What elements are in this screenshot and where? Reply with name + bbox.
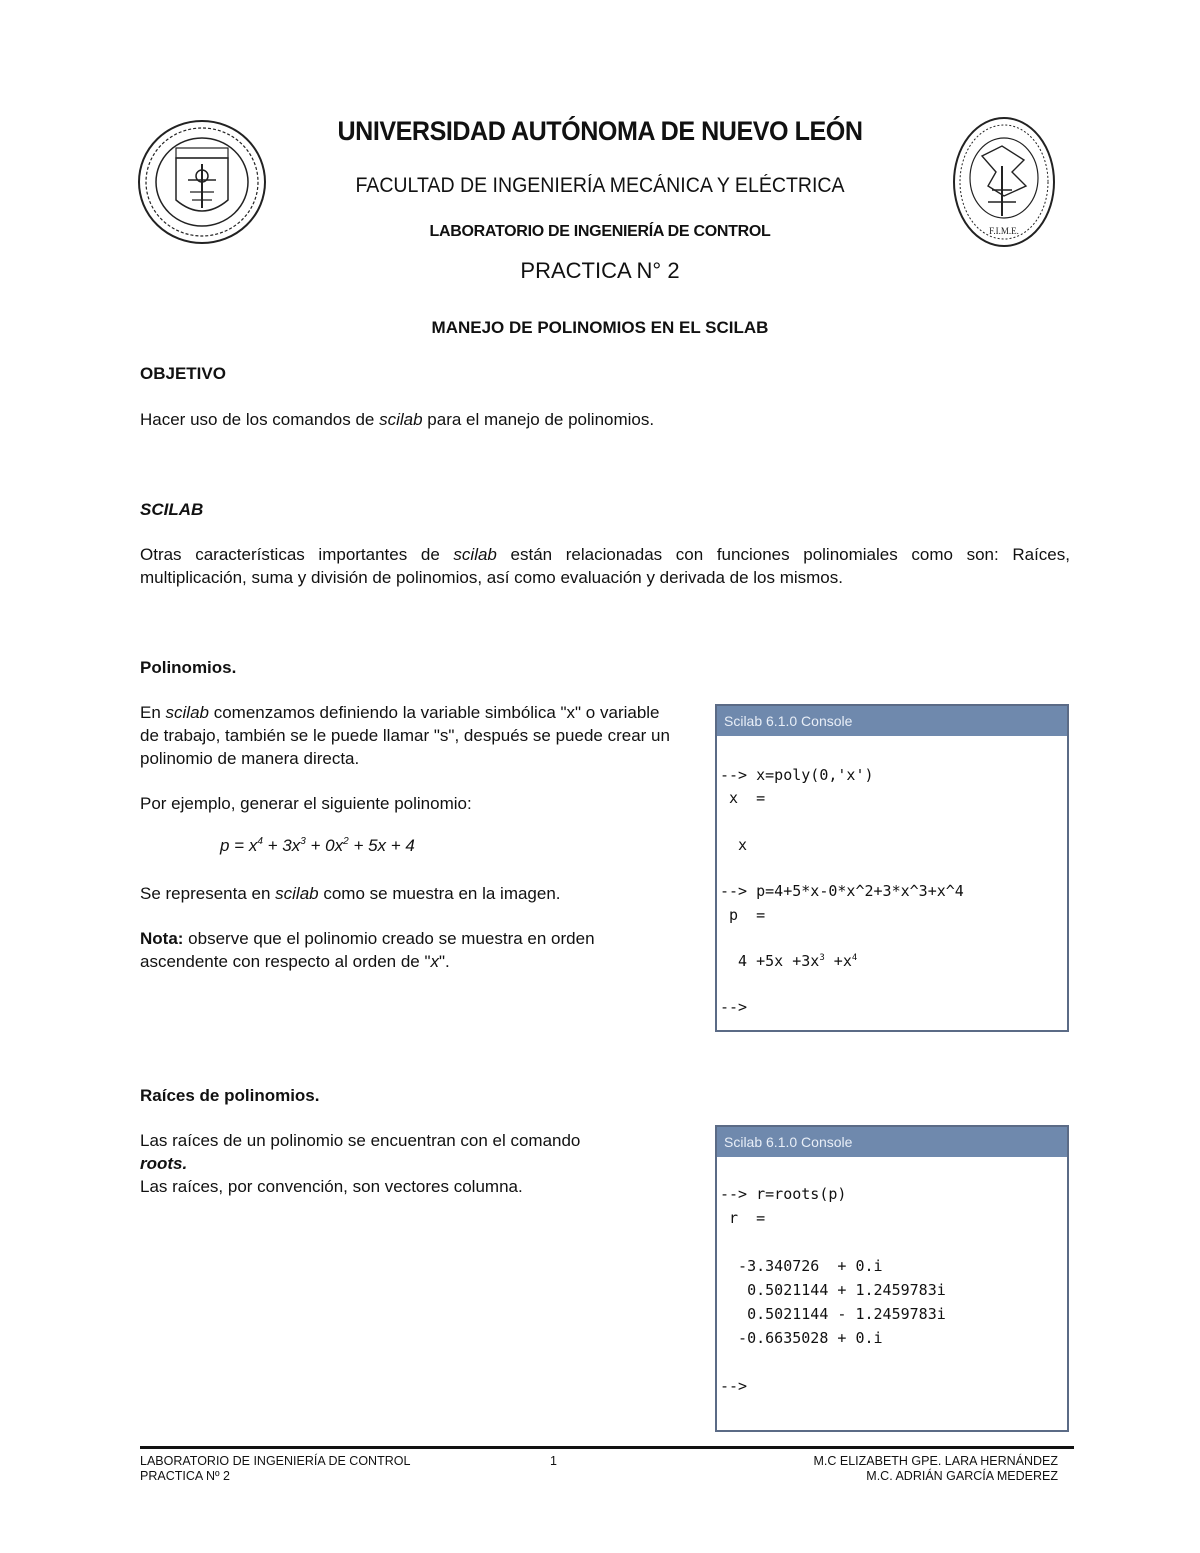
console-line: --> r=roots(p) bbox=[720, 1185, 847, 1203]
scilab-heading: SCILAB bbox=[140, 500, 204, 519]
console-title-bar: Scilab 6.1.0 Console bbox=[717, 1127, 1067, 1157]
console-line: -0.6635028 + 0.i bbox=[720, 1329, 883, 1347]
polinomios-heading: Polinomios. bbox=[140, 658, 237, 677]
nota-paragraph: Nota: observe que el polinomio creado se muestra en orden ascendente con respecto al orden de "x". bbox=[140, 929, 595, 971]
console-line: --> x=poly(0,'x') bbox=[720, 766, 874, 784]
roots-command: roots. bbox=[140, 1154, 188, 1173]
raices-paragraph-1: Las raíces de un polinomio se encuentran con el comando bbox=[140, 1131, 581, 1150]
console-prompt: --> bbox=[720, 1377, 748, 1395]
fime-seal-text: F.I.M.E. bbox=[989, 226, 1019, 236]
footer-author-1: M.C ELIZABETH GPE. LARA HERNÁNDEZ bbox=[813, 1454, 1058, 1468]
console-line: x bbox=[720, 836, 748, 854]
practice-number: PRACTICA N° 2 bbox=[520, 258, 680, 283]
console-line: x = bbox=[720, 789, 766, 807]
console-line: -3.340726 + 0.i bbox=[720, 1257, 883, 1275]
scilab-console-roots bbox=[715, 1125, 1069, 1432]
console-prompt: --> bbox=[720, 998, 748, 1016]
scilab-console-poly bbox=[715, 704, 1069, 1032]
university-title: UNIVERSIDAD AUTÓNOMA DE NUEVO LEÓN bbox=[337, 116, 863, 146]
console-line: 0.5021144 - 1.2459783i bbox=[720, 1305, 946, 1323]
footer-author-2: M.C. ADRIÁN GARCÍA MEDEREZ bbox=[866, 1469, 1058, 1483]
objetivo-heading: OBJETIVO bbox=[140, 364, 226, 383]
polinomios-paragraph-2: Por ejemplo, generar el siguiente polinomio: bbox=[140, 794, 472, 813]
document-title: MANEJO DE POLINOMIOS EN EL SCILAB bbox=[431, 318, 769, 337]
footer-lab: LABORATORIO DE INGENIERÍA DE CONTROL bbox=[140, 1454, 411, 1468]
polinomios-paragraph-1: En scilab comenzamos definiendo la variable simbólica "x" o variable de trabajo, también se le puede llamar "s", después se puede crear un polinomio de manera directa. bbox=[140, 703, 670, 768]
console-title-bar: Scilab 6.1.0 Console bbox=[717, 706, 1067, 736]
faculty-title: FACULTAD DE INGENIERÍA MECÁNICA Y ELÉCTRICA bbox=[355, 174, 845, 197]
lab-title: LABORATORIO DE INGENIERÍA DE CONTROL bbox=[429, 223, 771, 240]
scilab-paragraph: Otras características importantes de scilab están relacionadas con funciones polinomiales como son: Raíces, multiplicación, suma y división de polinomios, así como evaluación y derivada de los mismos. bbox=[140, 545, 1070, 587]
footer-practice: PRACTICA Nº 2 bbox=[140, 1469, 231, 1483]
console-line: r = bbox=[720, 1209, 766, 1227]
console-line: $4 +5x +3x^3 +x^4$ bbox=[720, 952, 858, 970]
console-line: --> p=4+5*x-0*x^2+3*x^3+x^4 bbox=[720, 882, 964, 900]
polinomios-paragraph-3: Se representa en scilab como se muestra en la imagen. bbox=[140, 884, 561, 903]
footer-rule bbox=[140, 1446, 1074, 1449]
console-line: 0.5021144 + 1.2459783i bbox=[720, 1281, 946, 1299]
footer-page-number: 1 bbox=[550, 1454, 557, 1468]
polynomial-formula: $p = x^4 + 3x^3 + 0x^2 + 5x + 4$ bbox=[220, 836, 415, 855]
objetivo-text: Hacer uso de los comandos de scilab para el manejo de polinomios. bbox=[140, 410, 655, 429]
console-line: p = bbox=[720, 906, 766, 924]
raices-paragraph-2: Las raíces, por convención, son vectores columna. bbox=[140, 1177, 523, 1196]
raices-heading: Raíces de polinomios. bbox=[140, 1086, 320, 1105]
